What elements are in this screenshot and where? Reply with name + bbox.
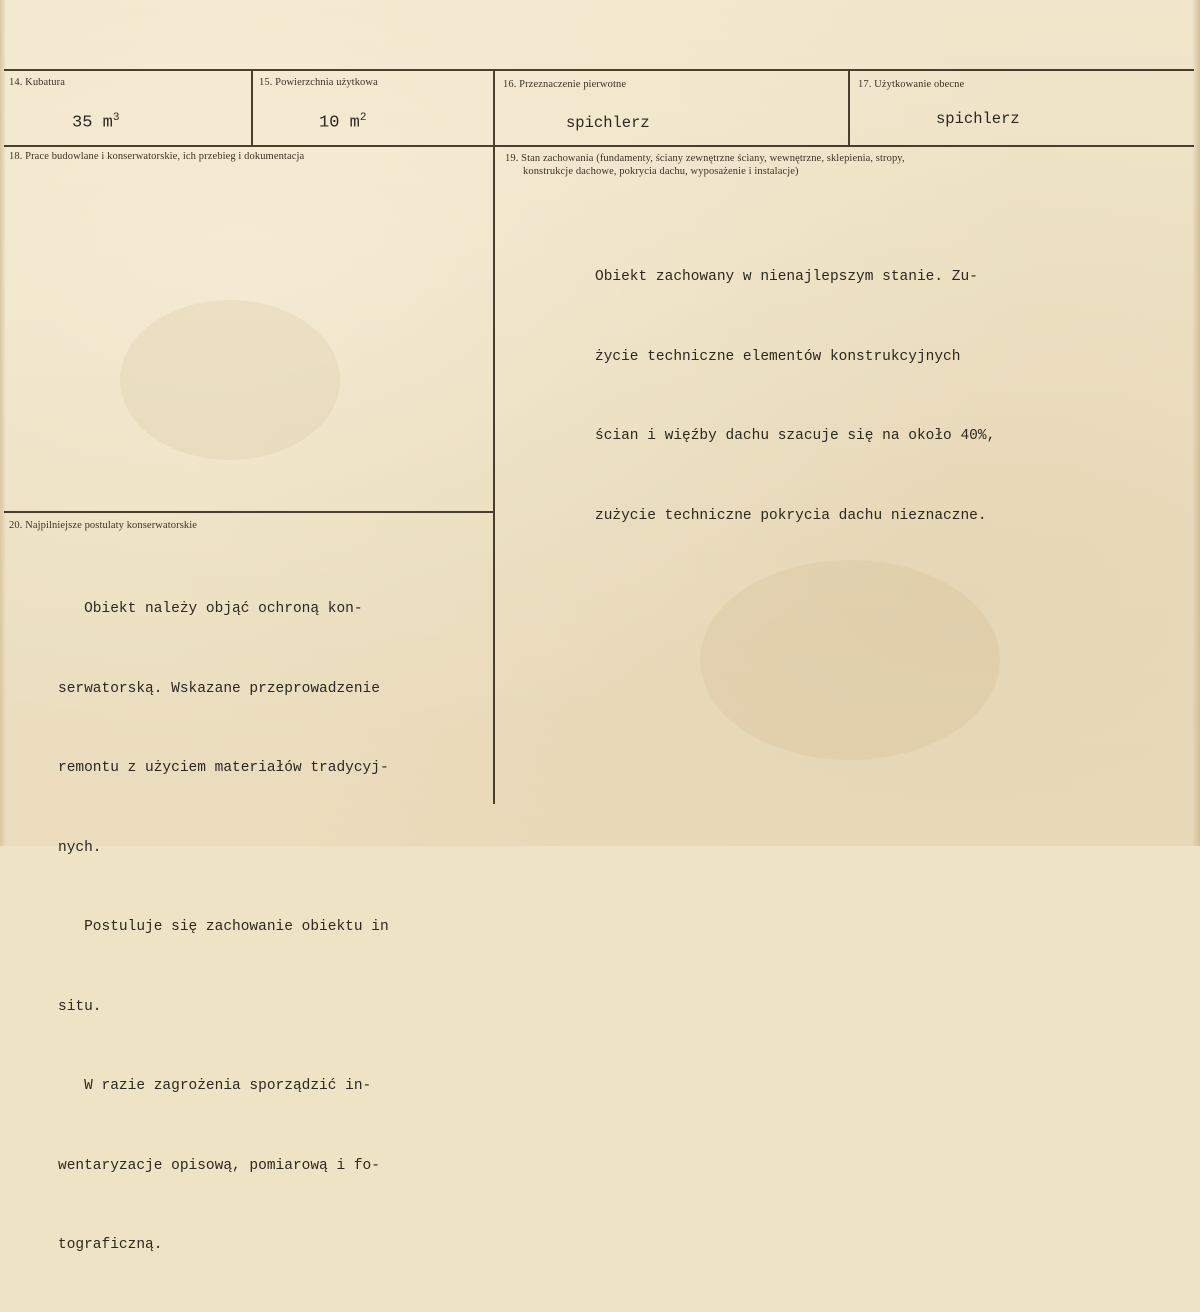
field-17-label: 17. Użytkowanie obecne [858,79,965,90]
text-line: Obiekt należy objąć ochroną kon- [58,601,363,617]
field-14-label: 14. Kubatura [9,77,66,88]
text-line: remontu z użyciem materiałów tradycyj- [58,760,389,776]
text-line: Obiekt zachowany w nienajlepszym stanie. Zu- [595,269,978,285]
field-14-value [72,112,119,133]
paper-stain [120,300,340,460]
paper-edge-right [1192,0,1200,846]
text-line: situ. [58,998,102,1015]
text-line: W razie zagrożenia sporządzić in- [58,1078,372,1094]
divider-main-vertical [493,70,495,804]
divider-16-17 [848,70,850,146]
volume-value: 35 m [72,113,113,133]
field-19-label-line1: 19. Stan zachowania (fundamenty, ściany zewnętrzne ściany, wewnętrzne, sklepienia, stropy, [505,153,905,164]
text-line: nych. [58,839,102,856]
text-line: ścian i więźby dachu szacuje się na około 40%, [595,428,996,444]
unit-exponent: 3 [112,112,120,124]
paper-edge-left [0,0,6,846]
field-19-label-line2: konstrukcje dachowe, pokrycia dachu, wyposażenie i instalacje) [523,166,799,177]
field-16-value: spichlerz [566,114,650,132]
field-16-label: 16. Przeznaczenie pierwotne [503,79,627,90]
field-15-value [319,112,366,133]
field-19-text [595,211,995,582]
row1-bottom-line [4,145,1194,147]
area-value: 10 m [319,113,360,133]
text-line: życie techniczne elementów konstrukcyjnych [595,348,961,365]
text-line: Postuluje się zachowanie obiektu in [58,919,389,935]
paper-stain [700,560,1000,760]
text-line: serwatorską. Wskazane przeprowadzenie [58,680,380,697]
text-line: wentaryzacje opisową, pomiarową i fo- [58,1157,380,1174]
field-20-label: 20. Najpilniejsze postulaty konserwatorskie [9,520,198,531]
unit-exponent: 2 [359,112,367,124]
field-20-text [58,543,389,1312]
field-18-label: 18. Prace budowlane i konserwatorskie, ich przebieg i dokumentacja [9,151,305,162]
row-18-20-divider [4,511,494,513]
top-border-line [4,69,1194,71]
field-17-value: spichlerz [936,110,1020,128]
field-15-label: 15. Powierzchnia użytkowa [259,77,378,88]
text-line: tograficzną. [58,1237,163,1253]
text-line: zużycie techniczne pokrycia dachu nieznaczne. [595,507,987,524]
divider-14-15 [251,70,253,146]
